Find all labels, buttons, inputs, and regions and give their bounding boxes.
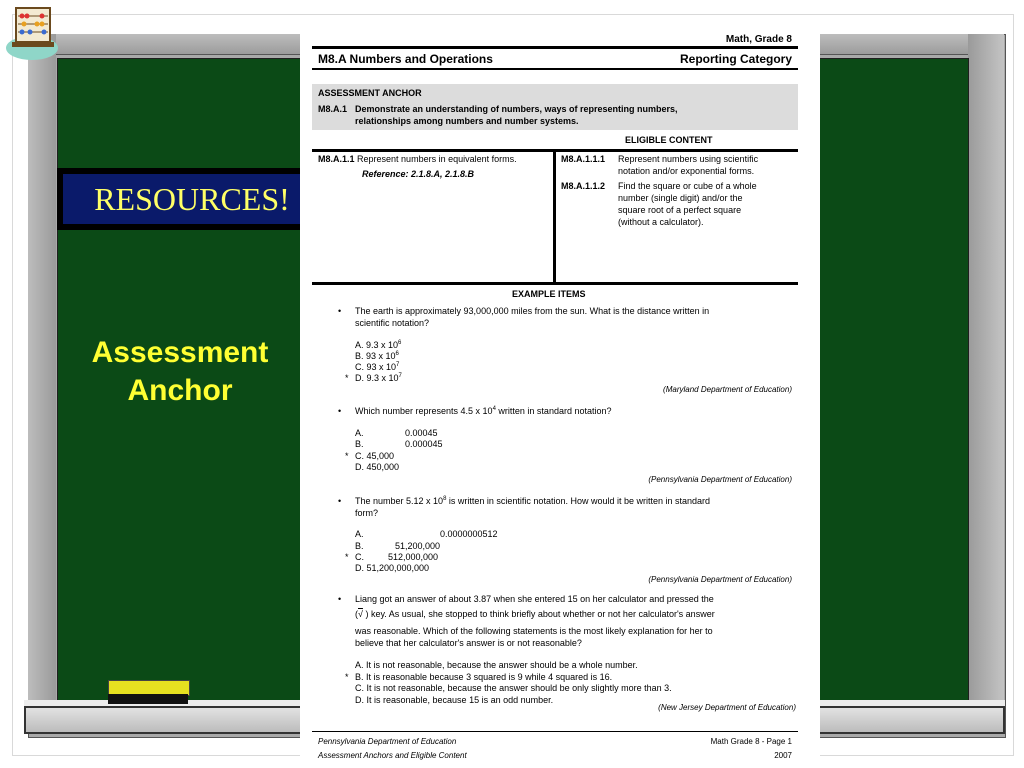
- top-rule: [312, 46, 798, 49]
- q4-source: (New Jersey Department of Education): [658, 703, 796, 712]
- q4-option-c: C. It is not reasonable, because the answer should be only slightly more than 3.: [355, 683, 672, 693]
- q3-option-b: 51,200,000: [395, 541, 441, 551]
- q2-option-a: 0.00045: [405, 428, 438, 438]
- category-rule: [312, 68, 798, 70]
- slide-title: RESOURCES!: [63, 174, 321, 224]
- eraser-base: [108, 694, 188, 704]
- frame-right: [968, 34, 1004, 712]
- ec1-code: M8.A.1.1.1: [561, 154, 606, 164]
- q1-option-a: A. 9.3 x $10^6$: [355, 340, 402, 350]
- example-rule: [312, 282, 798, 285]
- bullet-q2: •: [338, 406, 342, 416]
- q3-answer-star: *: [345, 552, 349, 562]
- document-page: [300, 34, 820, 768]
- q2-option-c: C. 45,000: [355, 451, 395, 461]
- q1-line-2: scientific notation?: [355, 318, 430, 328]
- q3-option-b-label: B.: [355, 541, 364, 551]
- q3-option-c: 512,000,000: [388, 552, 439, 562]
- q2-answer-star: *: [345, 451, 349, 461]
- bullet-q4: •: [338, 594, 342, 604]
- bullet-q3: •: [338, 496, 342, 506]
- anchor-heading: ASSESSMENT ANCHOR: [318, 88, 422, 98]
- ec2-code: M8.A.1.1.2: [561, 181, 606, 191]
- anchor-code: M8.A.1: [318, 104, 348, 114]
- q4-line-2: (√ ) key. As usual, she stopped to think briefly about whether or not her calculator's answer: [355, 609, 715, 619]
- q3-option-d: D. 51,200,000,000: [355, 563, 430, 573]
- ec2-line-1: Find the square or cube of a whole: [618, 181, 757, 191]
- q1-option-c: C. 93 x $10^7$: [355, 362, 400, 372]
- q2-option-a-label: A.: [355, 428, 364, 438]
- ec1-line-1: Represent numbers using scientific: [618, 154, 759, 164]
- q3-line-1: The number 5.12 x $10^8$ is written in scientific notation. How would it be written in standard: [355, 496, 711, 506]
- q4-line-4: believe that her calculator's answer is or not reasonable?: [355, 638, 582, 648]
- example-heading: EXAMPLE ITEMS: [512, 289, 586, 299]
- frame-left: [28, 34, 56, 712]
- subtitle-line-2: Anchor: [127, 374, 233, 407]
- eligible-heading: ELIGIBLE CONTENT: [625, 135, 713, 145]
- anchor-text-1: Demonstrate an understanding of numbers, ways of representing numbers,: [355, 104, 678, 114]
- reference: Reference: 2.1.8.A, 2.1.8.B: [362, 169, 475, 179]
- grade-label: Math, Grade 8: [725, 34, 792, 45]
- footer-right-1: Math Grade 8 - Page 1: [710, 737, 792, 746]
- bullet-q1: •: [338, 306, 342, 316]
- q1-option-b: B. 93 x $10^6$: [355, 351, 399, 361]
- q1-option-d: D. 9.3 x $10^7$: [355, 373, 402, 383]
- column-divider: [553, 152, 556, 282]
- footer-rule: [312, 731, 798, 732]
- footer-left-2: Assessment Anchors and Eligible Content: [318, 751, 467, 760]
- q3-option-a: 0.0000000512: [440, 529, 498, 539]
- abacus-icon: [4, 2, 64, 62]
- q4-line-3: was reasonable. Which of the following statements is the most likely explanation for her to: [355, 626, 713, 636]
- footer-right-2: 2007: [774, 751, 792, 760]
- q4-option-d: D. It is reasonable, because 15 is an odd number.: [355, 695, 554, 705]
- q1-source: (Maryland Department of Education): [663, 385, 792, 394]
- q3-source: (Pennsylvania Department of Education): [648, 575, 792, 584]
- ec2-line-2: number (single digit) and/or the: [618, 193, 743, 203]
- left-code: M8.A.1.1 Represent numbers in equivalent forms.: [318, 154, 517, 164]
- q3-option-a-label: A.: [355, 529, 364, 539]
- q4-line-1: Liang got an answer of about 3.87 when she entered 15 on her calculator and pressed the: [355, 594, 714, 604]
- sqrt-icon: √: [358, 609, 363, 619]
- ec2-line-4: (without a calculator).: [618, 217, 704, 227]
- q1-line-1: The earth is approximately 93,000,000 miles from the sun. What is the distance written in: [355, 306, 710, 316]
- subtitle-line-1: Assessment: [91, 336, 269, 369]
- q2-option-d: D. 450,000: [355, 462, 400, 472]
- q2-option-b: 0.000045: [405, 439, 443, 449]
- q4-answer-star: *: [345, 672, 349, 682]
- q3-line-2: form?: [355, 508, 379, 518]
- q2-source: (Pennsylvania Department of Education): [648, 475, 792, 484]
- footer-left-1: Pennsylvania Department of Education: [318, 737, 457, 746]
- ec2-line-3: square root of a perfect square: [618, 205, 742, 215]
- ec1-line-2: notation and/or exponential forms.: [618, 166, 755, 176]
- q3-option-c-label: C.: [355, 552, 364, 562]
- q2-line-1: Which number represents 4.5 x $10^4$ written in standard notation?: [355, 406, 612, 416]
- slide-subtitle: [60, 334, 300, 410]
- q4-option-b: B. It is reasonable because 3 squared is 9 while 4 squared is 16.: [355, 672, 613, 682]
- q1-answer-star: *: [345, 373, 349, 383]
- category-code: M8.A Numbers and Operations: [318, 52, 493, 66]
- q2-option-b-label: B.: [355, 439, 364, 449]
- category-label: Reporting Category: [679, 52, 792, 66]
- q4-option-a: A. It is not reasonable, because the answer should be a whole number.: [355, 660, 638, 670]
- anchor-text-2: relationships among numbers and number systems.: [355, 116, 579, 126]
